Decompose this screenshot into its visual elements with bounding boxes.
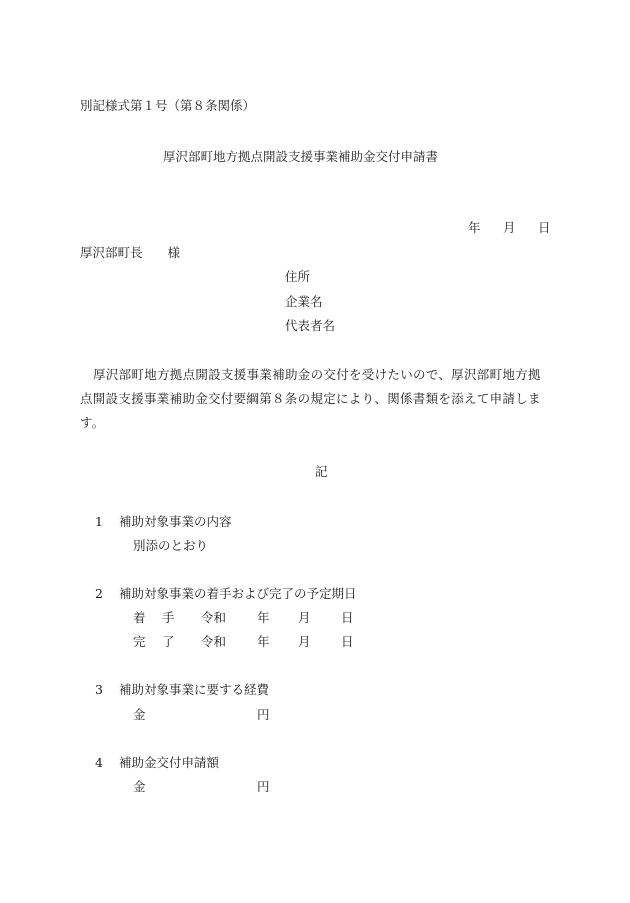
document-title: 厚沢部町地方拠点開設支援事業補助金交付申請書 <box>163 149 439 164</box>
end-era: 令和 <box>201 634 227 649</box>
start-label: 着 手 <box>133 610 177 625</box>
item-3-kin: 金 <box>133 707 146 722</box>
date-day: 日 <box>538 220 551 235</box>
item-2-number: 2 <box>95 586 103 601</box>
end-label: 完 了 <box>133 634 177 649</box>
item-4-yen: 円 <box>257 779 270 794</box>
item-4-kin: 金 <box>133 779 146 794</box>
date-month: 月 <box>503 220 516 235</box>
ki-heading: 記 <box>315 464 328 479</box>
item-3-yen: 円 <box>257 707 270 722</box>
date-year: 年 <box>468 220 481 235</box>
end-year: 年 <box>257 634 270 649</box>
start-day: 日 <box>341 610 354 625</box>
item-4-number: 4 <box>95 755 103 770</box>
start-era: 令和 <box>201 610 227 625</box>
item-1-label: 補助対象事業の内容 <box>119 514 232 529</box>
addressee: 厚沢部町長 様 <box>80 245 181 260</box>
item-2-label: 補助対象事業の着手および完了の予定期日 <box>119 586 357 601</box>
start-month: 月 <box>298 610 311 625</box>
item-1-detail: 別添のとおり <box>133 538 209 553</box>
item-4-label: 補助金交付申請額 <box>119 755 220 770</box>
applicant-address-label: 住所 <box>285 269 311 284</box>
item-3-number: 3 <box>95 682 103 697</box>
end-day: 日 <box>341 634 354 649</box>
applicant-company-label: 企業名 <box>285 294 323 309</box>
body-paragraph: 厚沢部町地方拠点開設支援事業補助金の交付を受けたいので、厚沢部町地方拠点開設支援事業補助金交付要綱第８条の規定により、関係書類を添えて申請します。 <box>80 367 541 430</box>
applicant-representative-label: 代表者名 <box>285 318 336 333</box>
end-month: 月 <box>298 634 311 649</box>
start-year: 年 <box>257 610 270 625</box>
form-number: 別記様式第１号（第８条関係） <box>80 98 256 113</box>
item-3-label: 補助対象事業に要する経費 <box>119 682 270 697</box>
item-1-number: 1 <box>95 514 103 529</box>
